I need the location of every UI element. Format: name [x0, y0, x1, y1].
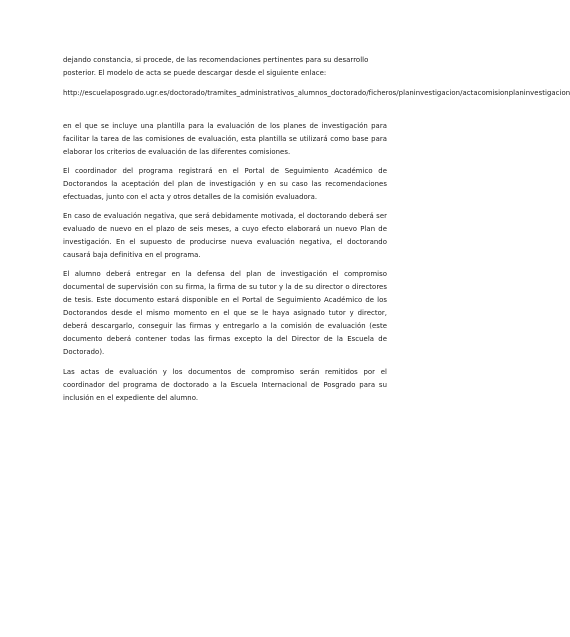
paragraph-coordinator-registration: El coordinador del programa registrará en el Portal de Seguimiento Académico de Doctorandos la aceptación del plan de investigación y en su caso las recomendaciones efectuadas, junto con el acta y otros detalles de la comisión evaluadora. [63, 167, 387, 201]
paragraph-negative-evaluation: En caso de evaluación negativa, que será debidamente motivada, el doctorando deberá ser evaluado de nuevo en el plazo de seis meses, a cuyo efecto elaborará un nuevo Plan de investigación. En el supuesto de producirse nueva evaluación negativa, el doctorando causará baja definitiva en el programa. [63, 212, 387, 259]
paragraph-template-description: en el que se incluye una plantilla para la evaluación de los planes de investigación para facilitar la tarea de las comisiones de evaluación, esta plantilla se utilizará como base para elaborar los criterios de evaluación de las diferentes comisiones. [63, 122, 387, 156]
paragraph-records-submission: Las actas de evaluación y los documentos de compromiso serán remitidos por el coordinador del programa de doctorado a la Escuela Internacional de Posgrado para su inclusión en el expediente del alumno. [63, 368, 387, 402]
paragraph-download-link[interactable]: http://escuelaposgrado.ugr.es/doctorado/tramites_administrativos_alumnos_doctorado/ficheros/planinvestigacion/actacomisionplaninvestigacion [63, 89, 570, 97]
paragraph-supervision-commitment: El alumno deberá entregar en la defensa del plan de investigación el compromiso documental de supervisión con su firma, la firma de su tutor y la de su director o directores de tesis. Este documento estará disponible en el Portal de Seguimiento Académico de los Doctorandos desde el mismo momento en el que se le haya asignado tutor y director, deberá descargarlo, conseguir las firmas y entregarlo a la comisión de evaluación (este documento deberá contener todas las firmas excepto la del Director de la Escuela de Doctorado). [63, 270, 387, 356]
paragraph-recommendations: dejando constancia, si procede, de las recomendaciones pertinentes para su desarrollo posterior. El modelo de acta se puede descargar desde el siguiente enlace: [63, 56, 369, 77]
